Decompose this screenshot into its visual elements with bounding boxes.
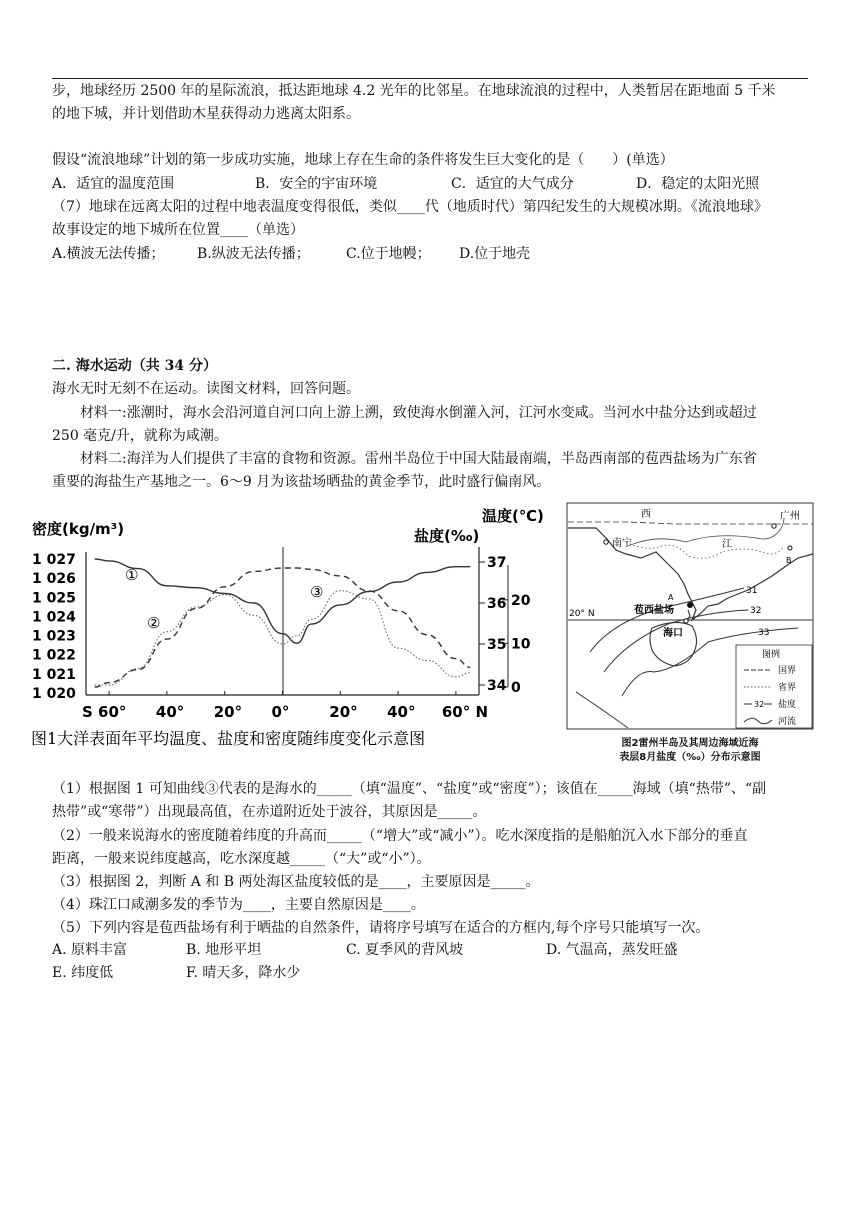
section-intro: 海水无时无刻不在运动。读图文材料，回答问题。 [52,381,360,397]
label-lat: 20° N [569,609,595,619]
x-tick-label: 20° [329,703,358,721]
question-1-line-1: （1）根据图 1 可知曲线③代表的是海水的_____（填“温度”、“盐度”或“密度”）；该值在_____海域（填“热带”、“副 [52,781,767,797]
q7-option-a: A.横波无法传播； [52,246,165,262]
figure-2-caption-line-2: 表层8月盐度（‰）分布示意图 [619,752,761,763]
saltfield-dot [687,602,693,608]
question-3: （3）根据图 2，判断 A 和 B 两处海区盐度较低的是____，主要原因是_____。 [52,874,540,890]
label-haikou: 海口 [663,628,683,639]
density-tick-label: 1 027 [32,552,76,568]
x-tick-label: 40° [155,703,185,721]
legend-item-salinity: 盐度 [778,700,797,710]
legend-item-river: 河流 [778,717,797,727]
legend-title: 图例 [762,650,781,660]
x-tick-label: 60° N [441,703,489,721]
density-tick-label: 1 020 [32,686,76,702]
density-tick-label: 1 022 [32,647,76,664]
q7-option-b: B.纵波无法传播； [197,246,310,262]
temperature-tick-label: 0 [511,680,521,696]
density-tick-label: 1 021 [32,666,76,683]
material-1-line-2: 250 毫克/升，就称为咸潮。 [52,428,228,444]
question-2-line-2: 距离，一般来说纬度越高，吃水深度越_____（“大”或“小”）。 [52,851,431,867]
label-iso-31: 31 [746,586,758,596]
temperature-tick-label: 10 [511,636,531,653]
intro-line-2: 的地下城，并计划借助木星获得动力逃离太阳系。 [52,106,360,122]
question-4: （4）珠江口咸潮多发的季节为____，主要自然原因是____。 [52,897,425,913]
figure-1-chart [30,507,560,757]
q5-option-b: B. 地形平坦 [186,942,262,958]
q5-option-a: A. 原料丰富 [52,942,128,958]
q7-option-d: D.位于地壳 [459,246,531,262]
legend-item-provincial: 省界 [778,683,797,693]
curve-label-1: ① [125,566,139,584]
temperature-axis-label: 温度(℃) [482,507,544,525]
figure-1-caption: 图1大洋表面年平均温度、盐度和密度随纬度变化示意图 [31,729,426,748]
label-a: A [668,593,674,602]
question-2-line-1: （2）一般来说海水的密度随着纬度的升高而_____（“增大”或“减小”）。吃水深度指的是船舶沉入水下部分的垂直 [52,828,748,844]
x-tick-label: 20° [213,703,243,721]
legend-iso-number: 32 [754,700,765,709]
label-xi: 西 [641,509,651,520]
material-2-line-1: 材料二:海洋为人们提供了丰富的食物和资源。雷州半岛位于中国大陆最南端，半岛西南部的苞西盐场为广东省 [80,451,757,467]
temperature-tick-label: 20 [511,592,531,609]
q7-line-2: 故事设定的地下城所在位置____（单选） [52,222,304,238]
figure-2-caption [566,737,814,765]
label-b: B [786,556,792,565]
q6-stem: 假设“流浪地球”计划的第一步成功实施，地球上存在生命的条件将发生巨大变化的是（ ）(单选） [52,152,674,168]
density-tick-label: 1 025 [32,590,76,607]
label-iso-32: 32 [750,606,762,616]
label-iso-33: 33 [758,628,770,638]
label-nanning: 南宁 [612,538,632,549]
x-tick-label: 0° [271,703,290,721]
salinity-tick-label: 34 [487,678,507,694]
curve-label-2: ② [147,614,161,632]
question-5: （5）下列内容是苞西盐场有利于晒盐的自然条件，请将序号填写在适合的方框内,每个序号只能填写一次。 [52,920,710,936]
top-rule [52,78,808,79]
x-tick-label: 40° [387,703,416,721]
salinity-tick-label: 36 [487,596,507,612]
haikou-dot [684,619,688,623]
density-tick-label: 1 023 [32,628,76,645]
q5-option-e: E. 纬度低 [52,965,114,981]
q7-option-c: C.位于地幔； [346,246,431,262]
density-tick-label: 1 024 [32,609,76,626]
label-saltfield: 苞西盐场 [634,605,674,616]
q5-option-c: C. 夏季风的背风坡 [346,942,464,958]
question-1-line-2: 热带”或“寒带”）出现最高值，在赤道附近处于波谷，其原因是_____。 [52,804,487,820]
salinity-tick-label: 35 [487,637,507,653]
q6-option-d: D．稳定的太阳光照 [636,176,760,192]
intro-line-1: 步，地球经历 2500 年的星际流浪，抵达距地球 4.2 光年的比邻星。在地球流浪的过程中，人类暂居在距地面 5 千米 [52,83,776,99]
density-axis-label: 密度(kg/m³) [32,520,125,538]
salinity-tick-label: 37 [487,555,507,571]
q5-option-f: F. 晴天多，降水少 [186,965,301,981]
figure-2-caption-line-1: 图2雷州半岛及其周边海域近海 [621,738,759,749]
label-guangzhou: 广州 [780,511,800,522]
q7-line-1: （7）地球在远离太阳的过程中地表温度变得很低，类似____代（地质时代）第四纪发生的大规模冰期。《流浪地球》 [52,199,768,215]
label-jiang: 江 [722,539,732,550]
material-2-line-2: 重要的海盐生产基地之一。6～9 月为该盐场晒盐的黄金季节，此时盛行偏南风。 [52,474,551,490]
q6-option-b: B．安全的宇宙环境 [255,176,378,192]
legend-item-national: 国界 [778,666,797,676]
density-tick-label: 1 026 [32,571,76,588]
salinity-axis-label: 盐度(‰) [414,527,480,545]
guangzhou-dot [772,524,776,528]
nanning-dot [604,540,608,544]
point-b-dot [788,546,792,550]
figure-2-map [566,502,814,766]
section-title: 二. 海水运动（共 34 分） [52,358,217,374]
q5-option-d: D. 气温高，蒸发旺盛 [546,942,678,958]
material-1-line-1: 材料一:涨潮时，海水会沿河道自河口向上游上溯，致使海水倒灌入河，江河水变咸。当河水中盐分达到或超过 [80,405,757,421]
x-tick-label: S 60° [82,703,127,721]
curve-label-3: ③ [310,583,324,601]
q6-option-a: A．适宜的温度范围 [52,176,175,192]
q6-option-c: C．适宜的大气成分 [451,176,574,192]
